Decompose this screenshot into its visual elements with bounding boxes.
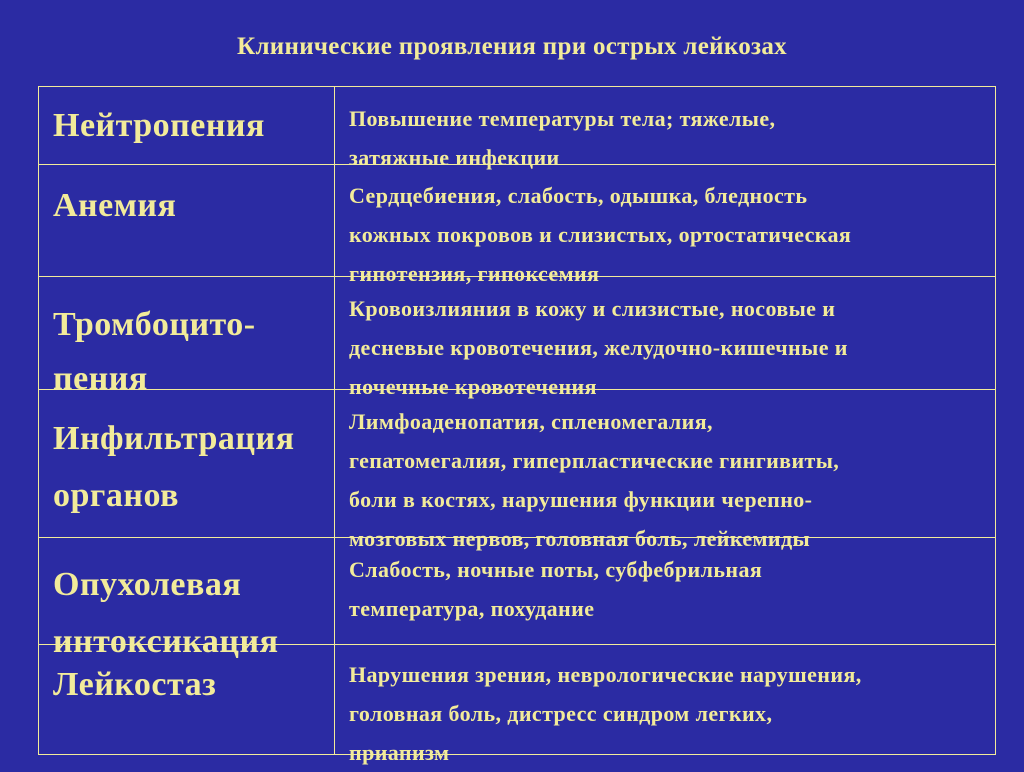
table-border-left	[38, 86, 39, 754]
term-anemia: Анемия	[53, 187, 177, 224]
term-organ-infiltration: Инфильтрация органов	[53, 420, 295, 514]
term-neutropenia: Нейтропения	[53, 107, 265, 144]
desc-anemia: Сердцебиения, слабость, одышка, бледность кожных покровов и слизистых, ортостатическая гипотензия, гипоксемия	[349, 183, 852, 286]
table-border-top	[38, 86, 996, 87]
term-leukostasis: Лейкостаз	[53, 666, 217, 703]
desc-organ-infiltration: Лимфоаденопатия, спленомегалия, гепатомегалия, гиперпластические гингивиты, боли в костях, нарушения функции черепно- мозговых нервов, головная боль, лейкемиды	[349, 409, 840, 551]
slide-title: Клинические проявления при острых лейкозах	[237, 33, 787, 60]
desc-leukostasis: Нарушения зрения, неврологические нарушения, головная боль, дистресс синдром легких, приапизм	[349, 662, 862, 765]
desc-tumor-intoxication: Слабость, ночные поты, субфебрильная температура, похудание	[349, 557, 763, 621]
column-divider	[334, 86, 335, 754]
term-tumor-intoxication: Опухолевая интоксикация	[53, 566, 279, 660]
desc-thrombocytopenia: Кровоизлияния в кожу и слизистые, носовые и десневые кровотечения, желудочно-кишечные и почечные кровотечения	[349, 296, 848, 399]
table-border-right	[995, 86, 996, 754]
desc-neutropenia: Повышение температуры тела; тяжелые, затяжные инфекции	[349, 106, 776, 170]
term-thrombocytopenia: Тромбоцито- пения	[53, 306, 256, 397]
